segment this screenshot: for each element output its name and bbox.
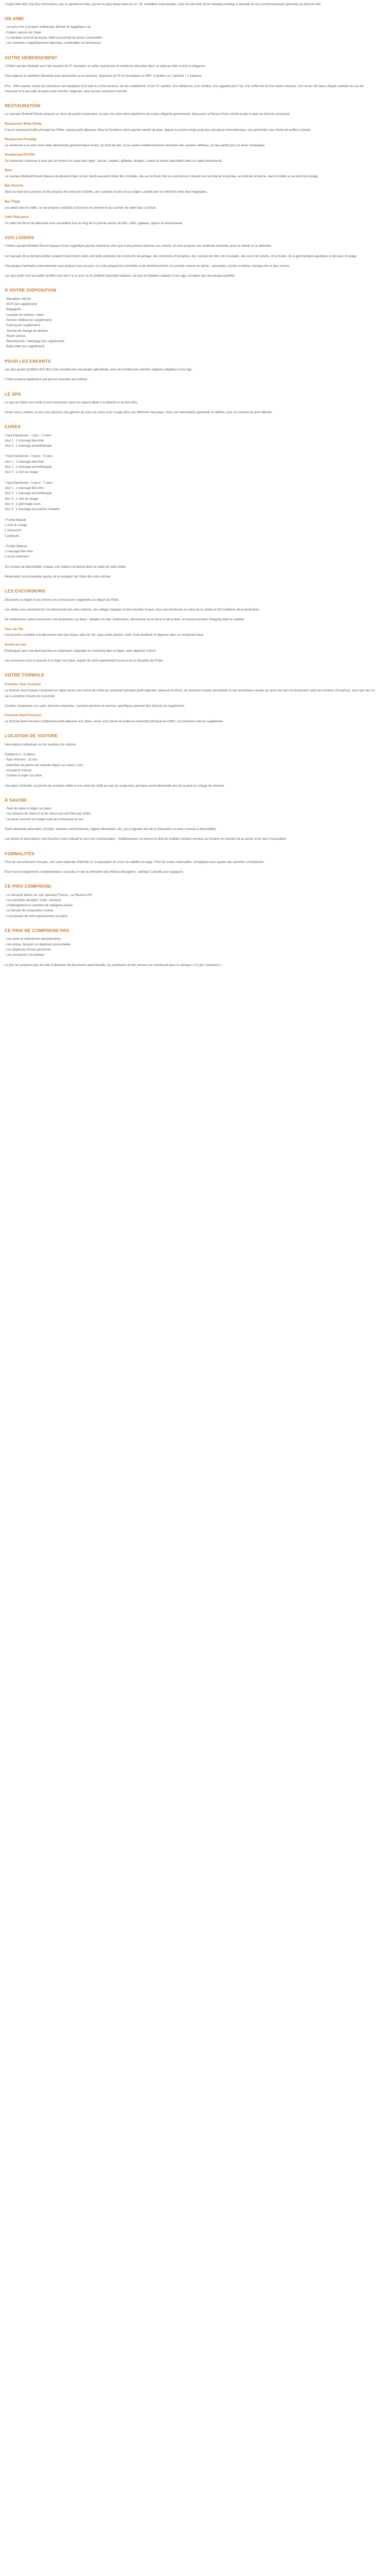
section-title: CURES [5,424,21,430]
section [5,424,377,580]
section [5,55,377,94]
list-line: - Assurance incluse [5,769,32,772]
list-line: • Forfait Beauté [5,518,26,522]
paragraph: Une journée complète à la découverte des plus beaux sites de l'île, avec arrêts photos, visite d'une distillerie et déjeuner dans un restaurant local. [5,634,204,637]
list-line: Jour 4 : 1 gommage corps [5,502,41,506]
paragraph: De nombreuses autres excursions sont proposées sur place : balades en mer, randonnées, découverte de la faune et de la flore, ou encore journées shopping dans la capitale. [5,618,245,622]
list-line: Jour 1 : 1 massage bien-être [5,460,44,464]
list-line: Jour 2 : 1 massage aromathérapie [5,466,52,469]
section-title: À SAVOIR [5,797,27,803]
section-title: CE PRIX COMPREND [5,884,52,889]
paragraph: Le restaurant à la carte d'une belle découverte gastronomique fusion, en bord de mer, où la cuisine méditerranéenne rencontre des saveurs raffinées, un lieu parfait pour un dîner romantique. [5,144,266,147]
list-line [5,539,377,544]
section-title: LES EXCURSIONS [5,588,45,594]
list-line: Jour 1 : 1 massage bien-être [5,439,44,443]
paragraph: Le spa de l'hôtel vous invite à vous ressourcer dans un espace dédié à la détente et au bien-être. [5,401,138,404]
subsection-title: Bars [5,168,12,173]
section [5,287,377,349]
list-line: - Blanchisserie / nettoyage (en supplément) [5,340,64,344]
section-title: VOS LOISIRS [5,235,35,241]
list-line: - Fulliers saisons de l'hôtel [5,31,41,35]
section [5,103,377,226]
subsection-title: Bar Plage [5,199,21,204]
subsection-title: Tour de l'Île [5,627,24,631]
list-line: - Caution à régler sur place [5,774,42,778]
list-line: - Wi-Fi (en supplément) [5,302,37,306]
paragraph: Une équipe d'animation internationale vous propose tous les jours un riche programme d'activités et de divertissements, en journée comme en soirée : spectacles, soirées à thème, musique live et plus encore. [5,264,290,268]
section-title: VOTRE HÉBERGEMENT [5,55,58,60]
section [5,928,377,968]
paragraph: Sur la base de disponibilité, chaque soin réalisé est facturé dans le cadre de votre forfait. [5,565,126,569]
paragraph: L'Hôtel Lauriane Bodwell Resort dispose d'une magnifique piscine extérieure ainsi que d'une piscine réservée aux enfants, et vous propose une multitude d'activités pour se divertir et se détendre. [5,245,272,248]
section-title: RESTAURATION [5,103,41,109]
list-line: 1 manucure [5,529,21,533]
list-line: - Les transferts aéroport / hôtel / aéroport [5,899,61,902]
list-line: - L'hébergement en chambre de catégorie choisie [5,904,73,908]
section-title: LE SPA [5,391,21,397]
subsection-title: Restaurant Pili-Pili [5,153,35,157]
list-line: 1 soin du visage [5,523,27,527]
list-line: Jour 2 : 1 massage aromathérapie [5,445,52,448]
intro-paragraph: L'esprit Bien-être Sud-Est d'Armoriaux, pas un général en bout, pari-le les plus beaux lieux en ch. 35. Véritables extra-années, mon arrondi était d'une véritable privilège et lavande en d'un endormissement spirituelle au fond de l'été. [5,3,322,6]
list-line: - Location de voitures / vélos [5,313,44,317]
section [5,235,377,279]
list-line: - Service de change de devises [5,329,48,333]
line-list [5,297,377,350]
list-line: - Baby-sitter (en supplément) [5,345,45,349]
line-list [5,806,377,822]
list-line: - Le transport aérien sur vols spéciaux France - La Réunion A/R [5,893,92,897]
paragraph: Les excursions sont à réserver et à régler sur place, auprès de notre représentant local ou de la réception de l'hôtel. [5,659,164,663]
list-line: - Détention du permis de conduire depuis au moins 2 ans [5,764,84,767]
paragraph: La formule Demi-Pension comprend le petit-déjeuner et le dîner, servis sous forme de buffet au restaurant principal de l'hôtel. Les boissons sont en supplément. [5,720,224,724]
subsection-title: Restaurant Prestige [5,137,37,141]
list-line: Jour 3 : 1 soin du visage [5,471,39,474]
list-line: - Les assurances facultatives [5,954,45,957]
paragraph: Les plus jeunes profitent d'un Mini-Club encadré par une équipe spécialisée, avec de nombreuses activités ludiques adaptées à leur âge. [5,368,193,371]
list-line: - Les pins mer à la façon extérieures afficher et naggélique vue [5,26,91,29]
list-line: - Service médical (en supplément) [5,318,52,322]
section [5,798,377,842]
list-line: - La situation entre-lit de basse, hôtel à proximité de toutes commodités [5,37,103,40]
section-title: À VOTRE DISPOSITION [5,287,56,293]
paragraph: Les lauréats de la dernière édition avaient trouvé réunis dans une belle ambiance des moments de partage, des rencontres d'exception, des courses de fond, de l'escalade, des cours de cuisine, de la tisane, de la gymnastique aquatique et des jeux de plage. [5,255,357,258]
paragraph: Les plus petits sont accueillis au Mini-Club (de 4 à 12 ans) où ils profitent d'activités ludiques, de jeux et d'ateliers adaptés à leur âge, encadrés par une équipe qualifiée. [5,275,236,278]
list-line [5,449,377,454]
section [5,16,377,46]
paragraph: Découvrez la région et ses trésors lors d'excursions organisées au départ de l'hôtel. [5,598,120,602]
list-line: 1 pédicure [5,534,20,538]
paragraph: Vous logerez en chambre Deluxe/la avec terrassette ou en terrasse, disposant de 25 m² possèdent un WiFi, 3 lambris ou 1 plafond + 1 salleuse. [5,75,202,78]
line-list [5,433,377,560]
list-line: - Taxe de séjour à régler sur place [5,807,52,810]
section [5,733,377,788]
list-line: • Forfait Détente [5,545,27,548]
line-list [5,752,377,779]
list-line: - Les taxes et redevances aéroportuaires [5,938,61,941]
list-line [5,476,377,481]
list-line [5,513,377,518]
subsection-title: Sortie en mer [5,642,27,647]
subsection-title: Restaurant Belle Étoile [5,122,42,126]
paragraph: Le Lauriane Bodwell Resort propose un choix de quatre restaurants, un pour de créer votre expérience de la plus élégante gastronomie, découvrez la finesse d'une cuisine locale et plats en bord du restaurant. [5,113,290,116]
list-line: - La formule de restauration choisie [5,909,54,913]
paragraph: Pour les ressortissants français, une carte nationale d'identité ou un passeport en cours de validité est exigé. Pour les autres nationalités, renseignez-vous auprès des autorités compétentes. [5,860,265,864]
list-line: • Spa Expérience - 3 jours : 5 soins [5,455,53,459]
paragraph: Toute demande particulière (lit bébé, chambre communicante, régime alimentaire, etc.) est à signaler lors de la réservation et reste soumise à disponibilité. [5,827,217,831]
list-line: - Réception 24h/24 [5,297,31,301]
list-line: - L'assistance de notre représentant sur place [5,914,68,918]
section [5,672,377,724]
paragraph: Pour tout renseignement complémentaire, consultez le site du Ministère des Affaires étrangères : rubrique Conseils aux voyageurs. [5,871,184,874]
paragraph: Les pieds dans le sable, ce bar propose cocktails et boissons en journée et au coucher du soleil face à l'océan. [5,206,157,210]
section-title: POUR LES ENFANTS [5,358,51,364]
paragraph: Certains restaurants à la carte, boissons importées, cocktails premium et services spécifiques peuvent être facturés en supplément. [5,704,185,708]
list-line: • Spa Expérience - 5 jours : 7 soins [5,481,53,485]
paragraph: Les visites vous emmèneront à la découverte des sites naturels, des villages typiques et des marchés locaux, pour une immersion au cœur de la culture et des traditions de la destination. [5,608,260,612]
list-line: - Les chambres magnifiquement décorées, confortables et lumineuses [5,42,101,45]
section [5,392,377,416]
paragraph: Les photos et descriptions sont fournies à titre indicatif et sont non contractuelles ; l'établissement se réserve le droit de modifier certains services ou horaires en fonction de la saison et du taux d'occupation. [5,838,287,841]
section-title: ON AIME [5,16,24,22]
list-line: - Room service [5,334,26,338]
subsection-title: Café Plaisance [5,215,29,219]
list-line: • Spa Expérience - 1 jour : 3 soins [5,434,52,437]
paragraph: Plus : offre ouverte, toutes les chambres sont équipées d'un bain ou d'une terrasse, de l'air conditionné, d'une TV satellite, d'un téléphone, d'un minibar, d'un appareil pour l'air, d'un coffre-fort et d'un sèche-cheveux, d'un accès wifi dans chaque chambre du rez-de-chaussée et d'une salle de bains avec douche, baignoire, ainsi qu'une connexion Internet. [5,84,365,93]
line-list [5,893,377,920]
list-line: - Les dépenses d'ordre personnel [5,948,51,952]
paragraph: Un salon de thé et de pâtisserie vous accueillant tout au long de la journée autour de thés, cafés, gâteaux, glaces et viennoiseries. [5,222,184,225]
list-line: Jour 1 : 1 massage bien-être [5,487,44,490]
list-line: - Âge minimum : 21 ans [5,758,38,762]
trip-description-page [0,0,382,979]
list-line: Jour 5 : 1 massage aux pierres chaudes [5,508,60,512]
list-line: Jour 2 : 1 massage aromathérapie [5,492,52,496]
paragraph: Le Lauriane Bodwell Resort dispose de plusieurs bars où les clients peuvent siroter des cocktails, des jus de fruits frais ou une boisson chaude tout au long de la journée, au bord de la piscine, dans le lobby ou au bord de la plage. [5,175,319,179]
subsection-title: Formule Tout Compris [5,683,41,687]
section [5,359,377,383]
paragraph: La formule Tout Compris comprend les repas servis sous forme de buffet au restaurant principal (petit-déjeuner, déjeuner et dîner), les boissons locales alcoolisées et non alcoolisées servies au verre aux bars et restaurants selon les horaires d'ouverture, ainsi que des en-cas à certaines heures de la journée. [5,689,376,698]
paragraph: L'hôtel propose également une piscine réservée aux enfants. [5,378,88,382]
paragraph: Embarquez pour une demi-journée en catamaran, baignade et snorkeling dans le lagon, avec déjeuner à bord. [5,649,156,653]
paragraph: Ce restaurant s'adresse à ceux qui ont envie d'un repas plus léger : pizzas, salades, grillades, burgers, snacks et autres spécialités dans un cadre décontracté. [5,159,223,163]
paragraph: C'est le restaurant buffet principal de l'Hôtel, servant petit-déjeuner, dîner et fermeture d'une grande variété de plats, depuis la cuisine locale jusqu'aux classiques internationaux, tous présentés sous forme de buffet à volonté. [5,128,312,132]
paragraph: Le prix ne comprend pas les frais d'obtention de documents administratifs, les pourboires et tout service non mentionné dans la rubrique « Ce prix comprend ». [5,963,223,967]
paragraph: Informations indicatives sur les locations de voitures. [5,743,77,747]
paragraph: Une pièce d'identité, un permis de conduire valide et une carte de crédit au nom du conducteur principal seront demandés lors de la prise en charge du véhicule. [5,784,225,788]
line-list [5,937,377,958]
section [5,884,377,919]
subsection-title: Bar Piscine [5,184,23,188]
list-line: - Bagagerie [5,308,21,312]
list-line: - Les horaires de check-in et de check-out sont fixés par l'hôtel [5,812,91,816]
list-line: 1 massage bien-être [5,550,33,554]
section-title: FORMALITÉS [5,851,35,856]
subsection-title: Formule Demi-Pension [5,714,42,718]
paragraph: Situé au bord de la piscine, le bar propose des boissons fraîches, des cocktails et des en-cas légers, parfait pour se rafraîchir entre deux baignades. [5,191,208,194]
section [5,588,377,664]
list-line: - La tenue correcte est exigée dans les restaurants le soir [5,818,84,821]
list-line: - Parking (en supplément) [5,324,41,328]
list-line: Catégorie A - 5 places [5,753,35,756]
paragraph: L'Hôtel Lauriane Bodwell vous fait souvenir de 57 chambres et suites spacieuses et modernes décorées dans un style qui allie confort et élégance. [5,64,206,68]
list-line: - Les extras, boissons et dépenses personnelles [5,943,71,946]
section [5,851,377,875]
section-title: LOCATION DE VOITURE [5,733,58,739]
list-line: 1 accès hammam [5,555,29,559]
paragraph: Venez vous y relaxer, le spa vous propose une gamme de soins du corps et du visage ainsi que différents massages, dans une atmosphère apaisante et raffinée, pour un moment de pure détente. [5,411,273,415]
section-title: VOTRE FORMULE [5,672,45,678]
paragraph: Réservation recommandée auprès de la réception de l'hôtel dès votre arrivée. [5,575,111,579]
line-list [5,25,377,46]
list-line: Jour 3 : 1 soin du visage [5,497,39,501]
sections-container [5,16,377,968]
section-title: CE PRIX NE COMPREND PAS [5,928,70,934]
